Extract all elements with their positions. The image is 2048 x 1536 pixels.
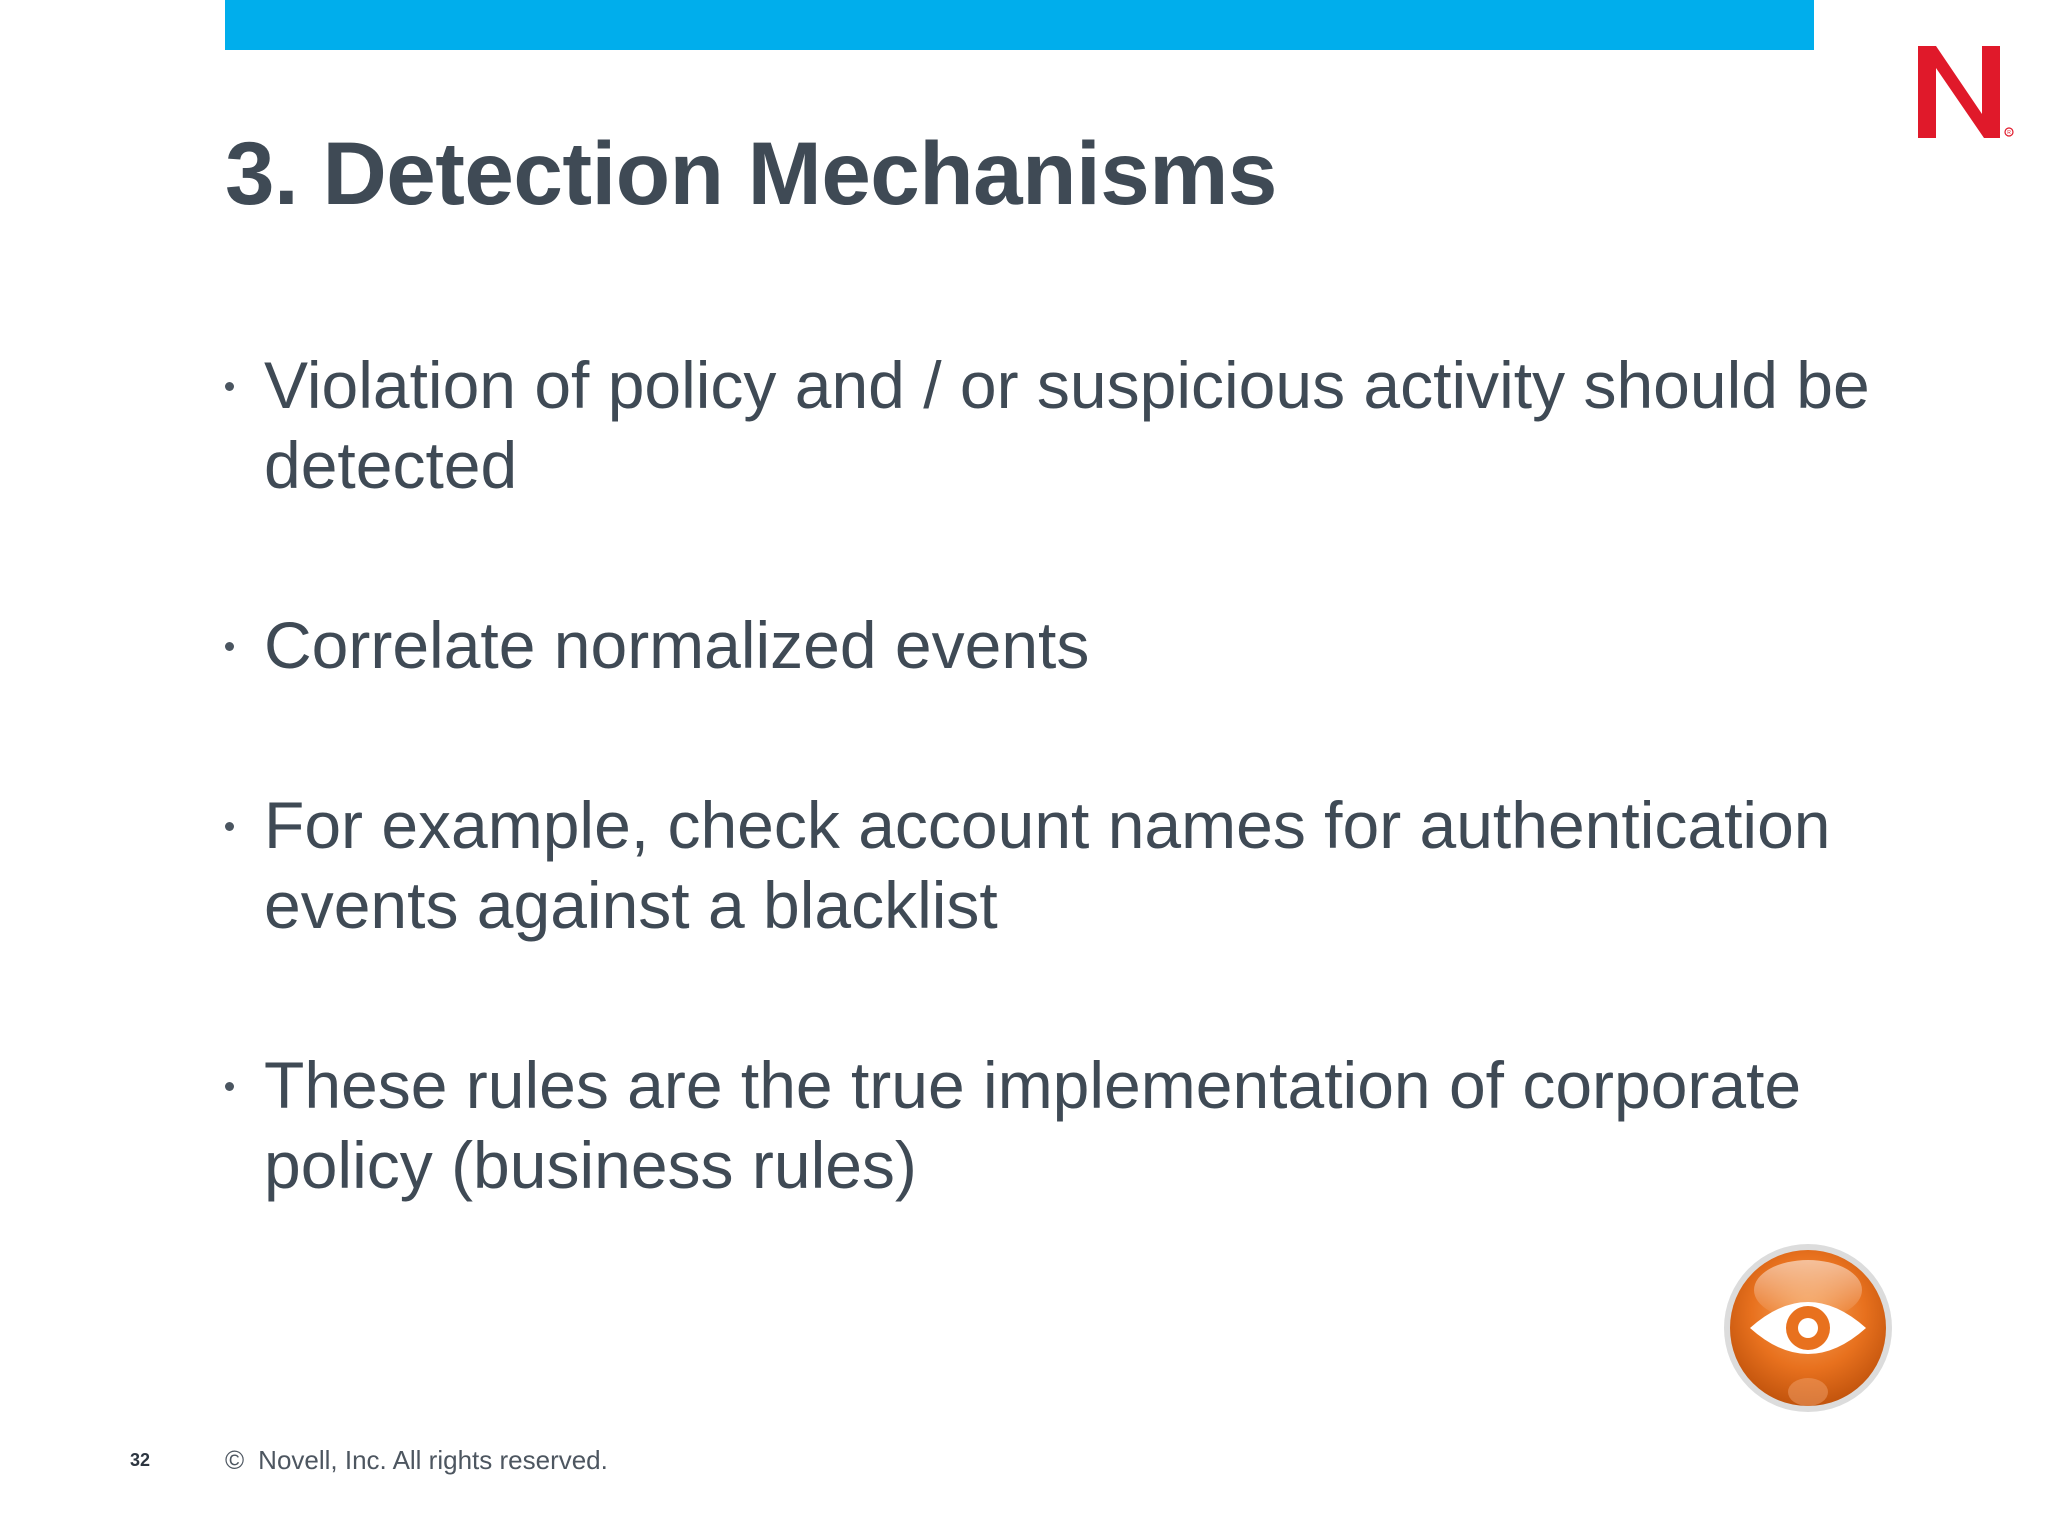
bullet-item bbox=[222, 605, 1942, 685]
bullet-dot-icon bbox=[225, 822, 234, 831]
bullet-item bbox=[222, 1045, 1942, 1205]
bullet-text: Violation of policy and / or suspicious activity should be detected bbox=[264, 348, 1870, 502]
bullet-item bbox=[222, 345, 1942, 505]
page-number: 32 bbox=[130, 1450, 151, 1470]
slide-title: 3. Detection Mechanisms bbox=[225, 123, 1277, 223]
bullet-dot-icon bbox=[225, 382, 234, 391]
bullet-text: These rules are the true implementation of corporate policy (business rules) bbox=[264, 1048, 1802, 1202]
copyright-notice bbox=[225, 1445, 608, 1476]
bullet-list bbox=[222, 345, 1942, 1205]
bullet-dot-icon bbox=[225, 642, 234, 651]
bullet-dot-icon bbox=[225, 1082, 234, 1091]
bullet-item bbox=[222, 785, 1942, 945]
copyright-text: Novell, Inc. All rights reserved. bbox=[258, 1445, 608, 1475]
svg-text:R: R bbox=[2007, 130, 2011, 136]
eye-icon bbox=[1722, 1242, 1894, 1420]
bullet-text: For example, check account names for authentication events against a blacklist bbox=[264, 788, 1831, 942]
copyright-symbol: © bbox=[225, 1445, 245, 1475]
bullet-text: Correlate normalized events bbox=[264, 608, 1090, 682]
top-accent-bar bbox=[225, 0, 1814, 50]
novell-n-logo-icon bbox=[1912, 42, 2016, 146]
